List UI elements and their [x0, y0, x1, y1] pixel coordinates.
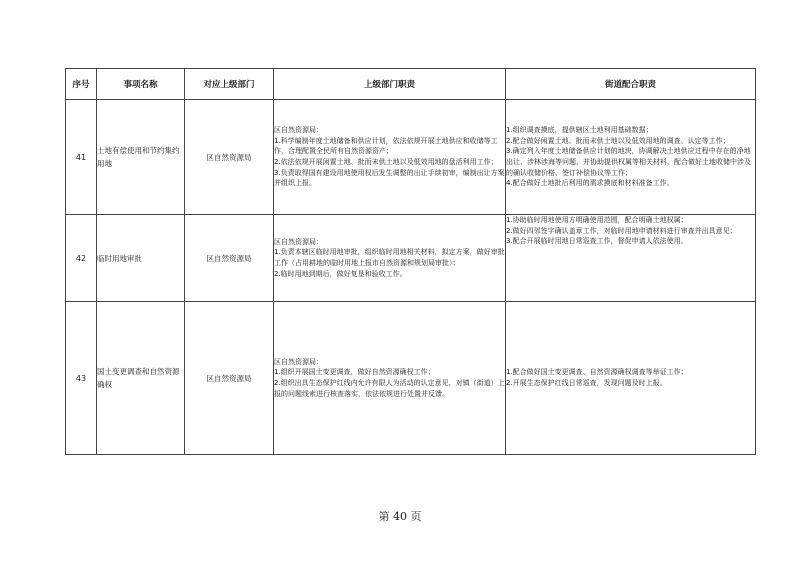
duty-line: 2.开展生态保护红线日常巡查，发现问题及时上报。: [506, 379, 667, 387]
duty-table: [65, 68, 756, 455]
duty-line: 区自然资源局：: [274, 237, 323, 246]
table-row: [66, 302, 756, 455]
row-department: 区自然资源局: [185, 302, 274, 455]
row-street-duties: [506, 215, 756, 302]
duty-line: 3.确定列入年度土地储备供应计划的地块，协调解决土地供应过程中存在的净地出让、涉林涉海等问题，并协助提供权属等相关材料，配合做好土地收储中涉及的确认收储价格、签订补偿协议等工作；: [506, 147, 751, 177]
header-item-name: 事项名称: [97, 69, 185, 100]
row-item-name: 临时用地审批: [97, 215, 185, 302]
duty-line: 1.协助临时用地使用方明确使用范围，配合明确土地权属；: [506, 216, 688, 224]
duty-line: 3.负责取得国有建设用地使用权后发生调整的出让手续初审，编制出让方案并组织上报。: [274, 168, 505, 188]
header-superior-duties: 上级部门职责: [274, 69, 506, 100]
row-street-duties: [506, 302, 756, 455]
row-item-name: 国土变更调查和自然资源确权: [97, 302, 185, 455]
duty-line: 2.依法依规开展闲置土地、批而未供土地以及低效用地的盘活利用工作；: [274, 158, 498, 166]
row-superior-duties: [274, 215, 506, 302]
duty-line: 1.组织调查摸底，提供辖区土地利用基础数据；: [506, 126, 653, 135]
row-street-duties: [506, 100, 756, 215]
row-department: 区自然资源局: [185, 215, 274, 302]
row-department: 区自然资源局: [185, 100, 274, 215]
row-number: 42: [66, 215, 97, 302]
duty-line: 4.配合做好土地批后利用的需求摸底和材料准备工作。: [506, 179, 674, 188]
duty-line: 2.做好四邻签字确认盖章工作，对临时用地申请材料进行审查并出具意见；: [506, 226, 737, 235]
row-superior-duties: [274, 100, 506, 215]
duty-line: 1.组织开展国土变更调查，做好自然资源确权工作；: [274, 368, 435, 377]
duty-line: 区自然资源局：: [274, 126, 323, 135]
duty-line: 1.科学编制年度土地储备和供应计划，依法依规开展土地供应和收储等工作，合理配置全民所有自然资源资产；: [274, 136, 498, 156]
header-serial-number: 序号: [66, 69, 97, 100]
header-street-duties: 街道配合职责: [506, 69, 756, 100]
row-number: 41: [66, 100, 97, 215]
duty-line: 1.负责本辖区临时用地审批，组织临时用地相关材料，拟定方案，做好审批工作（占用耕地的临时用地上报市自然资源和规划局审批）；: [274, 248, 505, 267]
duty-line: 2.组织出具生态保护红线内允许有限人为活动的认定意见，对镇（街道）上报的问题线索进行核查落实，依法依规进行处置并反馈。: [274, 379, 505, 398]
row-number: 43: [66, 302, 97, 455]
table-header-row: [66, 69, 756, 100]
table-row: [66, 100, 756, 215]
row-superior-duties: [274, 302, 506, 455]
duty-line: 3.配合开展临时用地日常巡查工作，督促申请人依法使用。: [506, 237, 688, 246]
duty-line: 1.配合做好国土变更调查、自然资源确权调查等举证工作；: [506, 368, 688, 377]
duty-line: 区自然资源局：: [274, 357, 323, 366]
duty-line: 2.配合做好闲置土地、批而未供土地以及低效用地的调查、认定等工作；: [506, 136, 730, 145]
header-superior-department: 对应上级部门: [185, 69, 274, 100]
table-row: [66, 215, 756, 302]
page-number: 第 40 页: [378, 510, 422, 523]
row-item-name: 土地有偿使用和节约集约用地: [97, 100, 185, 215]
duty-line: 2.临时用地到期后，做好复垦和验收工作。: [274, 269, 407, 278]
